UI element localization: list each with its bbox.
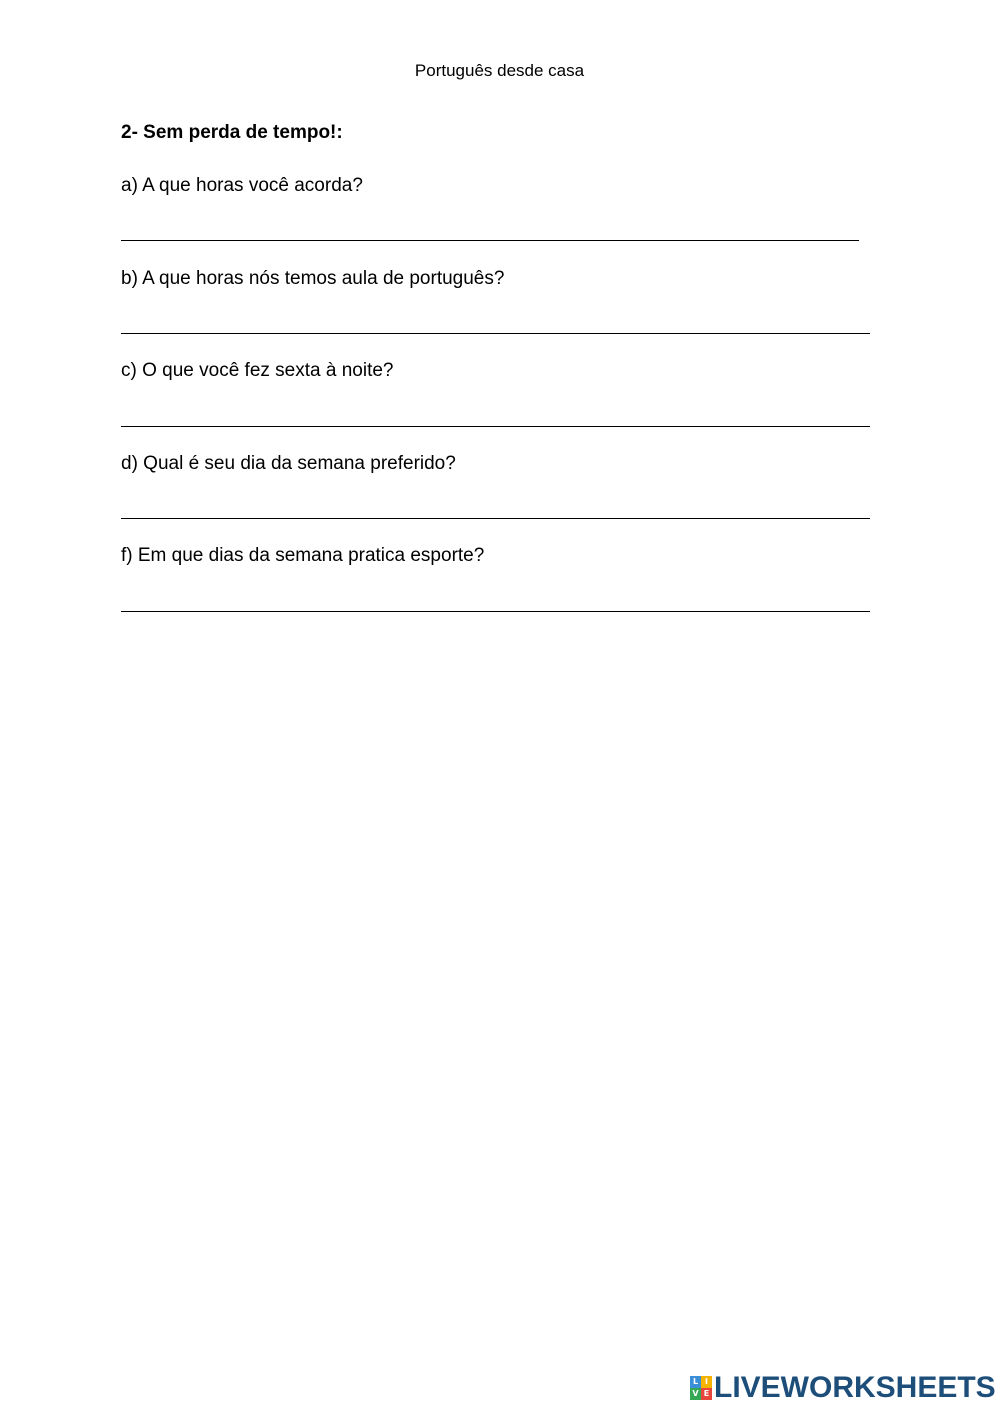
question-d: d) Qual é seu dia da semana preferido? <box>121 453 456 474</box>
logo-block: I <box>701 1376 712 1388</box>
liveworksheets-logo <box>690 1372 996 1404</box>
answer-line-b[interactable] <box>121 333 870 334</box>
question-c: c) O que você fez sexta à noite? <box>121 360 394 381</box>
question-b: b) A que horas nós temos aula de português? <box>121 268 505 289</box>
answer-line-d[interactable] <box>121 518 870 519</box>
answer-line-a[interactable] <box>121 240 859 241</box>
brand-name: LIVEWORKSHEETS <box>714 1371 996 1404</box>
logo-block: V <box>690 1388 701 1400</box>
question-a: a) A que horas você acorda? <box>121 175 363 196</box>
section-title: 2- Sem perda de tempo!: <box>121 122 343 143</box>
live-blocks-icon <box>690 1376 712 1400</box>
answer-line-c[interactable] <box>121 426 870 427</box>
answer-line-f[interactable] <box>121 611 870 612</box>
logo-block: E <box>701 1388 712 1400</box>
question-f: f) Em que dias da semana pratica esporte? <box>121 545 485 566</box>
page-header: Português desde casa <box>414 61 585 80</box>
logo-block: L <box>690 1376 701 1388</box>
